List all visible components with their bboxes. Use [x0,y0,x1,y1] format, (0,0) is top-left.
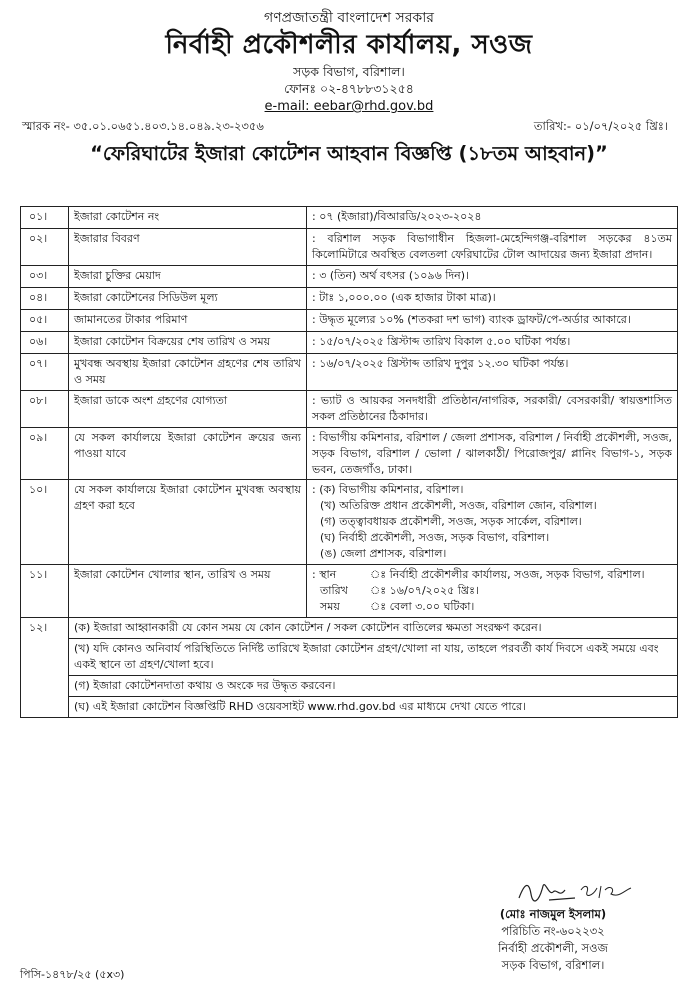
office-item: (ঙ) জেলা প্রশাসক, বরিশাল। [320,547,447,561]
table-row [21,390,678,427]
signatory-designation: নির্বাহী প্রকৌশলী, সওজ [498,941,608,955]
table-row [21,287,678,309]
office-item: (ঘ) নির্বাহী প্রকৌশলী, সওজ, সড়ক বিভাগ, বরিশাল। [320,531,550,545]
row-number: ০৯। [21,427,69,480]
place-key: : স্থান [312,568,337,582]
email-address: e-mail: eebar@rhd.gov.bd [264,99,434,114]
row-label: ইজারা কোটেশন বিক্রয়ের শেষ তারিখ ও সময় [69,331,307,353]
table-row [21,309,678,331]
government-name: গণপ্রজাতন্ত্রী বাংলাদেশ সরকার [264,10,434,26]
time-value: ঃ বেলা ৩.০০ ঘটিকা। [370,600,475,613]
row-number: ০৫। [21,309,69,331]
table-row [21,229,678,266]
issue-date: তারিখ:- ০১/০৭/২০২৫ খ্রিঃ। [533,119,668,133]
row-value: : ৩ (তিন) অর্থ বৎসর (১০৯৬ দিন)। [307,265,678,287]
condition-item: (ক) ইজারা আহ্বানকারী যে কোন সময় যে কোন কোটেশন / সকল কোটেশন বাতিলের ক্ষমতা সংরক্ষণ করেন। [69,617,678,638]
row-number: ০১। [21,207,69,229]
row-label: জামানতের টাকার পরিমাণ [69,309,307,331]
row-value: : উদ্ধৃত মূল্যের ১০% (শতকরা দশ ভাগ) ব্যাংক ড্রাফট/পে-অর্ডার আকারে। [307,309,678,331]
office-item: : (ক) বিভাগীয় কমিশনার, বরিশাল। [312,483,464,497]
condition-item: (ঘ) এই ইজারা কোটেশন বিজ্ঞপ্তিটি RHD ওয়েবসাইট www.rhd.gov.bd এর মাধ্যমে দেখা যেতে পারে। [69,696,678,717]
row-label: ইজারা চুক্তির মেয়াদ [69,265,307,287]
row-value: : বিভাগীয় কমিশনার, বরিশাল / জেলা প্রশাসক, বরিশাল / নির্বাহী প্রকৌশলী, সওজ, সড়ক বিভাগ, বরিশাল / ভোলা / ঝালকাঠী/ পিরোজপুর/ প্লানিং বিভাগ-১, সড়ক ভবন, তেজগাঁও, ঢাকা। [307,427,678,480]
table-row [21,331,678,353]
row-value: : ০৭ (ইজারা)/বিআরডি/২০২৩-২০২৪ [307,207,678,229]
row-label: মুখবন্ধ অবস্থায় ইজারা কোটেশন গ্রহণের শেষ তারিখ ও সময় [69,353,307,390]
row-label: যে সকল কার্যালয়ে ইজারা কোটেশন মুখবন্ধ অবস্থায় গ্রহণ করা হবে [69,480,307,565]
row-label: ইজারা ডাকে অংশ গ্রহণের যোগ্যতা [69,390,307,427]
opening-place [312,567,672,583]
office-item: (খ) অতিরিক্ত প্রধান প্রকৌশলী, সওজ, বরিশাল জোন, বরিশাল। [320,499,597,513]
row-number: ০৭। [21,353,69,390]
signatory-id: পরিচিতি নং-৬০২২৩২ [501,924,605,938]
row-number: ০৬। [21,331,69,353]
table-row-conditions [21,638,678,675]
table-row-conditions [21,675,678,696]
row-number: ০২। [21,229,69,266]
department-name: সড়ক বিভাগ, বরিশাল। [293,64,405,79]
row-label: যে সকল কার্যালয়ে ইজারা কোটেশন ক্রয়ের জন্য পাওয়া যাবে [69,427,307,480]
time-key: সময় [320,600,340,613]
row-value: : ভ্যাট ও আয়কর সনদধারী প্রতিষ্ঠান/নাগরিক, সরকারী/ বেসরকারী/ স্বায়ত্তশাসিত সকল প্রতিষ্ঠানের ঠিকাদার। [307,390,678,427]
row-number: ১১। [21,565,69,618]
row-value: : টাঃ ১,০০০.০০ (এক হাজার টাকা মাত্র)। [307,287,678,309]
opening-date [312,583,672,599]
table-row [21,353,678,390]
table-row-opening [21,565,678,618]
row-number: ০৩। [21,265,69,287]
office-name: নির্বাহী প্রকৌশলীর কার্যালয়, সওজ [165,30,533,60]
notice-table [20,206,678,718]
signatory-name: (মোঃ নাজমুল ইসলাম) [499,907,607,921]
table-row-conditions [21,617,678,638]
office-list [307,480,678,565]
condition-item: (গ) ইজারা কোটেশনদাতা কথায় ও অংকে দর উদ্ধৃত করবেন। [69,675,678,696]
row-label: ইজারা কোটেশন খোলার স্থান, তারিখ ও সময় [69,565,307,618]
notice-title: “ফেরিঘাটের ইজারা কোটেশন আহবান বিজ্ঞপ্তি (১৮তম আহবান)” [90,142,608,165]
opening-details [307,565,678,618]
office-item: (গ) তত্ত্বাবধায়ক প্রকৌশলী, সওজ, সড়ক সার্কেল, বরিশাল। [320,515,582,529]
row-value: : ১৫/০৭/২০২৫ খ্রিস্টাব্দ তারিখ বিকাল ৫.০০ ঘটিকা পর্যন্ত। [307,331,678,353]
memo-number: স্মারক নং- ৩৫.০১.০৬৫১.৪০৩.১৪.০৪৯.২৩-২৩৫৬ [22,119,264,133]
table-row [21,265,678,287]
footer-code: পিসি-১৪৭৮/২৫ (৫x৩) [20,968,125,981]
table-row [21,207,678,229]
row-number: ০৮। [21,390,69,427]
signatory-department: সড়ক বিভাগ, বরিশাল। [501,958,605,972]
condition-item: (খ) যদি কোনও অনিবার্য পরিস্থিতিতে নির্দিষ্ট তারিখে ইজারা কোটেশন গ্রহণ/খোলা না যায়, তাহলে পরবর্তী কার্য দিবসে একই সময়ে এবং একই স্থানে তা গ্রহণ/খোলা হবে। [69,638,678,675]
row-label: ইজারার বিবরণ [69,229,307,266]
place-value: ঃ নির্বাহী প্রকৌশলীর কার্যালয়, সওজ, সড়ক বিভাগ, বরিশাল। [370,568,645,582]
row-number: ০৪। [21,287,69,309]
row-value: : বরিশাল সড়ক বিভাগাধীন হিজলা-মেহেন্দিগঞ্জ-বরিশাল সড়কের ৪১তম কিলোমিটারে অবস্থিত বেলতলা ফেরিঘাটের টোল আদায়ের জন্য ইজারা প্রদান। [307,229,678,266]
row-label: ইজারা কোটেশনের সিডিউল মূল্য [69,287,307,309]
row-label: ইজারা কোটেশন নং [69,207,307,229]
row-value: : ১৬/০৭/২০২৫ খ্রিস্টাব্দ তারিখ দুপুর ১২.৩০ ঘটিকা পর্যন্ত। [307,353,678,390]
row-number: ১২। [21,617,69,717]
handwritten-signature [515,876,635,906]
table-row-conditions [21,696,678,717]
date-key: তারিখ [320,584,348,598]
phone-number: ফোনঃ ০২-৪৭৮৮৩১২৫৪ [284,81,414,96]
row-number: ১০। [21,480,69,565]
date-value: ঃ ১৬/০৭/২০২৫ খ্রিঃ। [370,584,479,598]
opening-time [312,599,672,615]
table-row [21,427,678,480]
table-row-offices [21,480,678,565]
